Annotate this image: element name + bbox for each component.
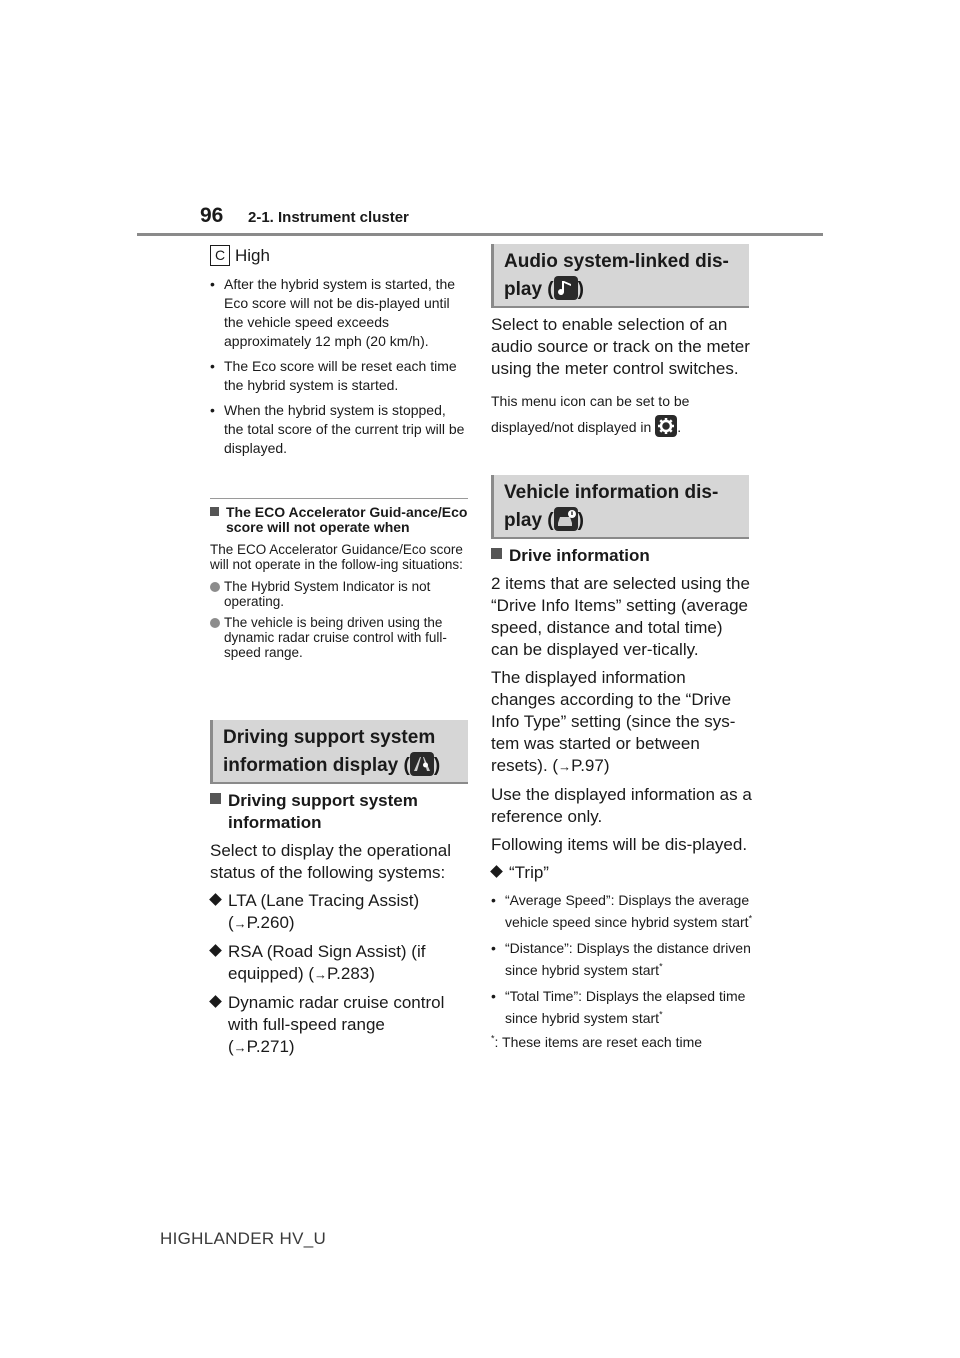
eco-point: The vehicle is being driven using the dynamic radar cruise control with full-speed range. [210,615,468,660]
drive-paragraph: 2 items that are selected using the “Drive Info Items” setting (average speed, distance and total time) can be displayed ver-tically. [491,574,750,659]
arrow-icon: → [233,1040,247,1055]
arrow-icon: → [233,916,247,931]
drive-paragraph: Following items will be dis-played. [491,835,748,854]
square-bullet-icon [210,793,221,804]
square-bullet-icon [491,548,502,559]
bullet-item: • After the hybrid system is started, the Eco score will not be dis-played until the vehicle speed exceeds approximately 12 mph (20 km/h). [210,275,468,351]
vehicle-info-heading: Vehicle information dis- play ( ) [491,475,749,539]
audio-section [491,314,753,440]
diamond-bullet-icon [209,944,222,957]
diamond-bullet-icon [209,995,222,1008]
vehicle-info-icon [554,507,578,531]
left-column [210,245,468,458]
bullet-item: • When the hybrid system is stopped, the total score of the current trip will be displayed. [210,401,468,458]
footnote-mark: * [491,1033,495,1044]
bullet-item: • The Eco score will be reset each time the hybrid system is started. [210,357,468,395]
drive-paragraph: Use the displayed information as a reference only. [491,785,752,826]
eco-point: The Hybrid System Indicator is not operating. [210,579,468,609]
driving-support-body: Select to display the operational status of the following systems: [210,841,451,882]
footnote-mark: * [659,961,663,972]
driving-support-heading: Driving support system information display ( ) [210,720,468,784]
driving-support-section [210,790,468,1059]
driving-support-icon [410,752,434,776]
page-ref[interactable]: P.97 [571,756,604,775]
audio-heading: Audio system-linked dis- play ( ) [491,244,749,308]
c-label: High [235,246,270,265]
header-rule [137,233,823,236]
audio-note: This menu icon can be set to be displayed/not displayed in . [491,393,690,435]
page-ref[interactable]: P.283 [327,964,370,983]
driving-support-subheading: Driving support system information [210,790,468,834]
page-ref[interactable]: P.271 [246,1037,289,1056]
gear-icon [655,415,677,437]
circle-bullet-icon [210,618,220,628]
diamond-bullet-icon [490,865,503,878]
drive-info-section [491,545,753,1052]
c-marker: C [210,245,230,266]
footnote-mark: * [659,1009,663,1020]
square-bullet-icon [210,507,219,516]
audio-body: Select to enable selection of an audio source or track on the meter using the meter control switches. [491,315,750,378]
eco-body: The ECO Accelerator Guidance/Eco score will not operate in the follow-ing situations: [210,542,463,572]
eco-section [210,505,468,660]
trip-detail: • “Average Speed”: Displays the average vehicle speed since hybrid system start* [491,889,753,933]
divider [210,498,468,499]
footnote-mark: * [748,913,753,924]
system-item: LTA (Lane Tracing Assist) (→P.260) [210,890,468,935]
trip-detail: • “Total Time”: Displays the elapsed time since hybrid system start* [491,985,753,1029]
footnote: *: These items are reset each time [491,1033,703,1050]
page-number: 96 [200,204,224,227]
section-title: 2-1. Instrument cluster [248,209,409,226]
system-item: RSA (Road Sign Assist) (if equipped) (→P.283) [210,941,468,986]
arrow-icon: → [558,759,572,774]
eco-heading: The ECO Accelerator Guid-ance/Eco score will not operate when [210,505,468,535]
drive-paragraph: The displayed information changes according to the “Drive Info Type” setting (since the sys-tem was started or between resets). (→P.97) [491,668,736,775]
item-c [210,245,468,267]
diamond-bullet-icon [209,893,222,906]
arrow-icon: → [314,967,328,982]
system-item: Dynamic radar cruise control with full-speed range (→P.271) [210,992,468,1059]
drive-info-subheading: Drive information [491,545,753,567]
circle-bullet-icon [210,582,220,592]
footer-model: HIGHLANDER HV_U [160,1229,327,1248]
trip-item: “Trip” [491,862,753,884]
trip-detail: • “Distance”: Displays the distance driven since hybrid system start* [491,937,753,981]
page-ref[interactable]: P.260 [246,913,289,932]
music-note-icon [554,276,578,300]
